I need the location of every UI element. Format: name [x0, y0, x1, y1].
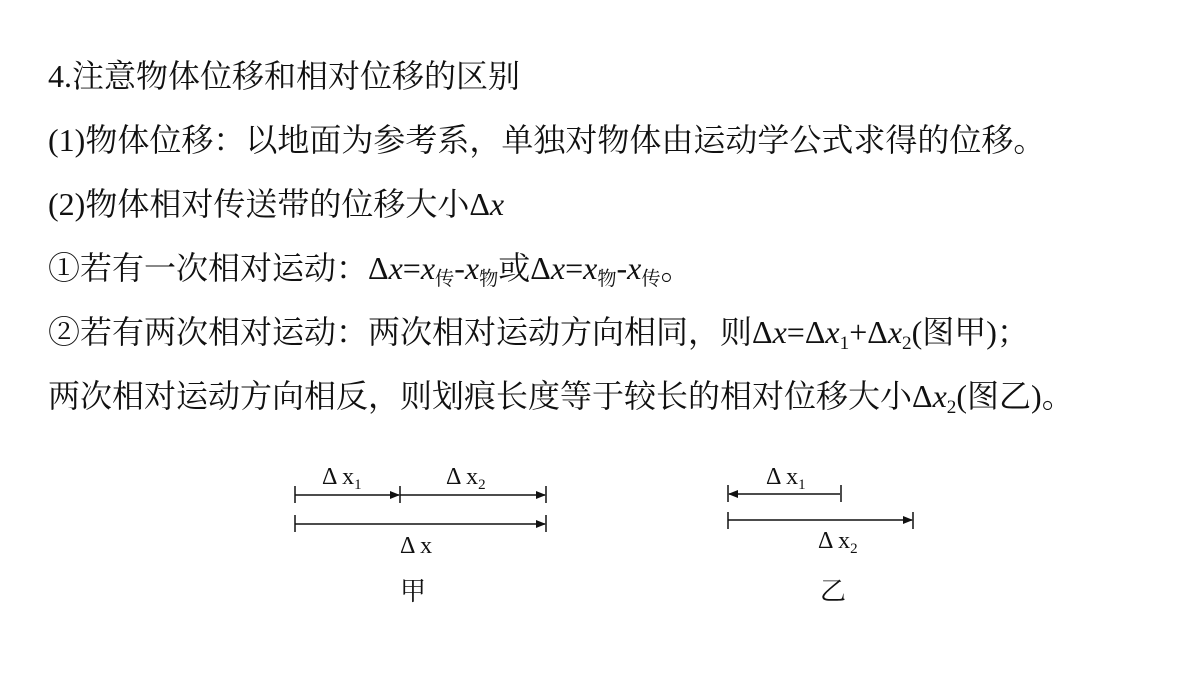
figure-yi — [728, 464, 913, 606]
subscript-belt: 传 — [641, 268, 661, 290]
subscript-2: 2 — [902, 332, 912, 354]
var-x: x — [887, 314, 903, 350]
var-x: x — [825, 314, 840, 350]
equals-delta: =Δ — [786, 314, 826, 350]
equals: = — [565, 250, 584, 286]
item-object-displacement: (1)物体位移：以地面为参考系，单独对物体由运动学公式求得的位移。 — [48, 122, 1046, 158]
or-delta: 或Δ — [498, 250, 551, 286]
subscript-object: 物 — [479, 268, 499, 290]
item3-prefix: ①若有一次相对运动：Δ — [48, 250, 389, 286]
item4-prefix: ②若有两次相对运动：两次相对运动方向相同，则Δ — [48, 314, 773, 350]
equals: = — [402, 250, 421, 286]
caption-jia: 甲 — [399, 577, 427, 606]
figure-jia — [295, 464, 546, 606]
heading: 4.注意物体位移和相对位移的区别 — [48, 58, 521, 94]
item2-text: (2)物体相对传送带的位移大小Δ — [48, 186, 490, 222]
item5-suffix: (图乙)。 — [956, 378, 1074, 414]
var-x: x — [550, 250, 566, 286]
item2-var: x — [489, 186, 505, 222]
subscript-2: 2 — [946, 396, 957, 418]
label-dx1: Δ $x_1$ — [322, 464, 362, 493]
period: 。 — [660, 250, 693, 286]
plus-delta: +Δ — [849, 314, 888, 350]
item4-suffix: (图甲)； — [911, 314, 1029, 350]
var-x: x — [627, 250, 642, 286]
subscript-belt: 传 — [435, 268, 455, 290]
var-x: x — [420, 250, 436, 286]
minus: - — [454, 250, 465, 286]
label-dx2: Δ $x_2$ — [818, 528, 858, 557]
var-x: x — [583, 250, 598, 286]
var-x: x — [772, 314, 787, 350]
label-dx: Δ x — [400, 533, 433, 559]
var-x: x — [464, 250, 480, 286]
var-x: x — [388, 250, 403, 286]
minus: - — [616, 250, 628, 286]
subscript-1: 1 — [839, 332, 850, 354]
subscript-object: 物 — [597, 268, 617, 290]
var-x: x — [932, 378, 947, 414]
caption-yi: 乙 — [819, 577, 847, 606]
label-dx2: Δ $x_2$ — [446, 464, 486, 493]
label-dx1: Δ $x_1$ — [766, 464, 806, 493]
item5-prefix: 两次相对运动方向相反，则划痕长度等于较长的相对位移大小Δ — [48, 378, 933, 414]
